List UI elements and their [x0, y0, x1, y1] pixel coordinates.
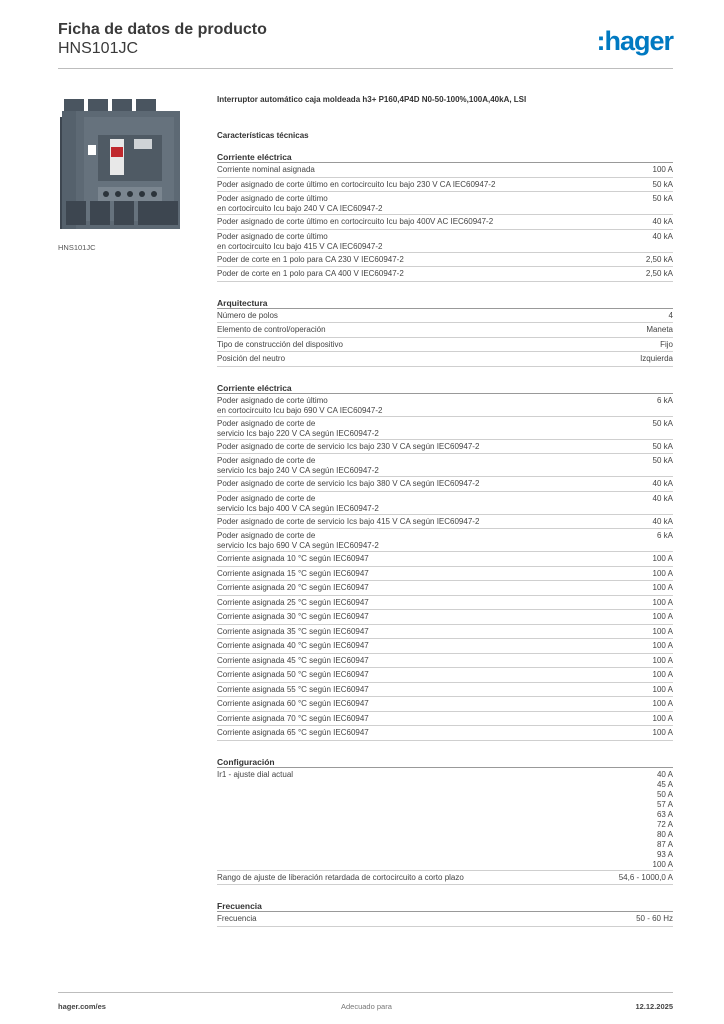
product-description: Interruptor automático caja moldeada h3+ P160,4P4D N0-50-100%,100A,40kA, LSI	[217, 95, 527, 104]
spec-row	[217, 492, 673, 515]
section-spacer	[217, 745, 673, 755]
spec-row	[217, 596, 673, 611]
spec-label: Corriente asignada 55 °C según IEC60947	[217, 684, 369, 694]
spec-value: 100 A	[652, 684, 673, 694]
spec-label: Poder asignado de corte último en cortocircuito Icu bajo 240 V CA IEC60947-2	[217, 194, 383, 213]
footer-divider	[58, 992, 673, 993]
spec-value: 100 A	[652, 597, 673, 607]
spec-label: Poder asignado de corte último en cortocircuito Icu bajo 415 V CA IEC60947-2	[217, 231, 383, 251]
spec-value: 100 A	[652, 554, 673, 563]
spec-value: Fijo	[660, 339, 673, 349]
spec-row	[217, 581, 673, 596]
section-spacer	[217, 286, 673, 296]
footer-center-text: Adecuado para	[341, 1002, 392, 1011]
spec-row	[217, 515, 673, 530]
spec-label: Poder asignado de corte último en cortocircuito Icu bajo 230 V CA IEC60947-2	[217, 179, 496, 189]
section-title: Corriente eléctrica	[217, 150, 673, 163]
spec-row	[217, 192, 673, 215]
spec-label: Corriente asignada 20 °C según IEC60947	[217, 583, 369, 592]
spec-value: 40 kA	[652, 231, 673, 241]
spec-row	[217, 654, 673, 669]
spec-label: Corriente asignada 10 °C según IEC60947	[217, 554, 369, 563]
spec-value: 40 kA	[652, 516, 673, 526]
spec-value: 100 A	[652, 699, 673, 708]
spec-value: 100 A	[652, 641, 673, 650]
spec-value: 50 kA	[652, 441, 673, 451]
spec-value: 50 kA	[652, 418, 673, 428]
image-caption: HNS101JC	[58, 243, 96, 252]
spec-label: Corriente asignada 30 °C según IEC60947	[217, 612, 369, 621]
page-header	[58, 20, 673, 68]
spec-sections	[217, 150, 673, 927]
spec-value: 100 A	[652, 670, 673, 679]
spec-label: Posición del neutro	[217, 354, 286, 363]
hager-logo[interactable]: :hager	[596, 26, 673, 56]
spec-value: 40 A 45 A 50 A 57 A 63 A 72 A 80 A 87 A 93 A 100 A	[652, 769, 673, 869]
spec-row	[217, 440, 673, 455]
spec-label: Corriente asignada 40 °C según IEC60947	[217, 641, 369, 650]
spec-label: Poder asignado de corte de servicio Ics bajo 380 V CA según IEC60947-2	[217, 479, 480, 488]
spec-value: 6 kA	[656, 395, 673, 405]
spec-value: 50 - 60 Hz	[636, 914, 673, 923]
spec-value: 50 kA	[652, 194, 673, 203]
spec-label: Poder de corte en 1 polo para CA 230 V IEC60947-2	[217, 254, 404, 264]
spec-row	[217, 552, 673, 567]
spec-row	[217, 352, 673, 367]
spec-row	[217, 477, 673, 492]
product-image	[58, 95, 200, 235]
spec-label: Poder asignado de corte de servicio Ics bajo 400 V CA según IEC60947-2	[217, 493, 379, 513]
product-code: HNS101JC	[58, 40, 139, 57]
spec-label: Poder asignado de corte de servicio Ics bajo 220 V CA según IEC60947-2	[217, 418, 379, 438]
spec-row	[217, 712, 673, 727]
spec-row	[217, 338, 673, 353]
spec-row	[217, 267, 673, 282]
spec-row	[217, 668, 673, 683]
spec-label: Poder asignado de corte de servicio Ics bajo 415 V CA según IEC60947-2	[217, 516, 480, 526]
spec-label: Corriente asignada 70 °C según IEC60947	[217, 713, 369, 723]
specification-content	[217, 94, 673, 931]
spec-row	[217, 610, 673, 625]
section-title: Frecuencia	[217, 899, 673, 912]
spec-row	[217, 697, 673, 712]
spec-row	[217, 871, 673, 886]
section-spacer	[217, 889, 673, 899]
spec-value: 100 A	[652, 612, 673, 621]
spec-row	[217, 567, 673, 582]
spec-value: 100 A	[652, 713, 673, 723]
spec-label: Poder asignado de corte último en cortocircuito Icu bajo 690 V CA IEC60947-2	[217, 395, 383, 415]
spec-row	[217, 215, 673, 230]
spec-value: 2,50 kA	[645, 269, 673, 278]
spec-label: Poder asignado de corte de servicio Ics bajo 690 V CA según IEC60947-2	[217, 531, 379, 550]
spec-label: Poder asignado de corte de servicio Ics bajo 230 V CA según IEC60947-2	[217, 441, 480, 451]
spec-value: 54,6 - 1000,0 A	[618, 872, 673, 882]
spec-value: 100 A	[652, 655, 673, 665]
spec-value: 40 kA	[652, 493, 673, 503]
spec-row	[217, 163, 673, 178]
spec-row	[217, 394, 673, 417]
section-title: Corriente eléctrica	[217, 381, 673, 394]
circuit-breaker-picture	[58, 95, 200, 235]
spec-row	[217, 768, 673, 871]
spec-value: 4	[668, 310, 673, 320]
spec-section	[217, 899, 673, 927]
spec-value: 2,50 kA	[645, 254, 673, 264]
spec-value: 100 A	[652, 568, 673, 578]
spec-value: 100 A	[652, 626, 673, 636]
spec-row	[217, 323, 673, 338]
spec-label: Corriente asignada 15 °C según IEC60947	[217, 568, 369, 578]
spec-label: Corriente asignada 35 °C según IEC60947	[217, 626, 369, 636]
spec-row	[217, 253, 673, 268]
spec-label: Número de polos	[217, 310, 278, 320]
section-title: Arquitectura	[217, 296, 673, 309]
spec-value: 100 A	[652, 165, 673, 174]
spec-label: Rango de ajuste de liberación retardada de cortocircuito a corto plazo	[217, 872, 464, 882]
spec-label: Corriente nominal asignada	[217, 165, 315, 174]
spec-label: Corriente asignada 65 °C según IEC60947	[217, 728, 369, 737]
spec-section	[217, 296, 673, 367]
spec-label: Corriente asignada 60 °C según IEC60947	[217, 699, 369, 708]
document-title: Ficha de datos de producto	[58, 21, 267, 38]
spec-value: Izquierda	[640, 354, 673, 363]
spec-value: 50 kA	[652, 456, 673, 465]
spec-value: 100 A	[652, 583, 673, 592]
spec-row	[217, 417, 673, 440]
spec-label: Corriente asignada 25 °C según IEC60947	[217, 597, 369, 607]
spec-value: 100 A	[652, 728, 673, 737]
spec-row	[217, 683, 673, 698]
spec-label: Frecuencia	[217, 914, 257, 923]
footer-date: 12.12.2025	[635, 1002, 673, 1011]
spec-label: Poder de corte en 1 polo para CA 400 V IEC60947-2	[217, 269, 404, 278]
spec-row	[217, 454, 673, 477]
spec-row	[217, 529, 673, 552]
spec-label: Ir1 - ajuste dial actual	[217, 769, 294, 779]
spec-value: 40 kA	[652, 479, 673, 488]
spec-label: Elemento de control/operación	[217, 325, 326, 334]
technical-characteristics-heading: Características técnicas	[217, 131, 309, 140]
spec-label: Poder asignado de corte de servicio Ics bajo 240 V CA según IEC60947-2	[217, 456, 379, 475]
spec-section	[217, 381, 673, 741]
spec-label: Corriente asignada 50 °C según IEC60947	[217, 670, 369, 679]
spec-value: 6 kA	[656, 531, 673, 540]
spec-label: Poder asignado de corte último en cortocircuito Icu bajo 400V AC IEC60947-2	[217, 217, 494, 226]
footer-website-link[interactable]: hager.com/es	[58, 1002, 106, 1011]
spec-row	[217, 625, 673, 640]
spec-row	[217, 230, 673, 253]
spec-row	[217, 912, 673, 927]
spec-section	[217, 755, 673, 886]
spec-label: Corriente asignada 45 °C según IEC60947	[217, 655, 369, 665]
spec-label: Tipo de construcción del dispositivo	[217, 339, 343, 349]
section-title: Configuración	[217, 755, 673, 768]
spec-value: Maneta	[646, 325, 673, 334]
spec-row	[217, 309, 673, 324]
header-divider	[58, 68, 673, 69]
section-spacer	[217, 371, 673, 381]
spec-row	[217, 639, 673, 654]
spec-value: 50 kA	[652, 179, 673, 189]
spec-section	[217, 150, 673, 282]
spec-row	[217, 178, 673, 193]
spec-row	[217, 726, 673, 741]
spec-value: 40 kA	[652, 217, 673, 226]
